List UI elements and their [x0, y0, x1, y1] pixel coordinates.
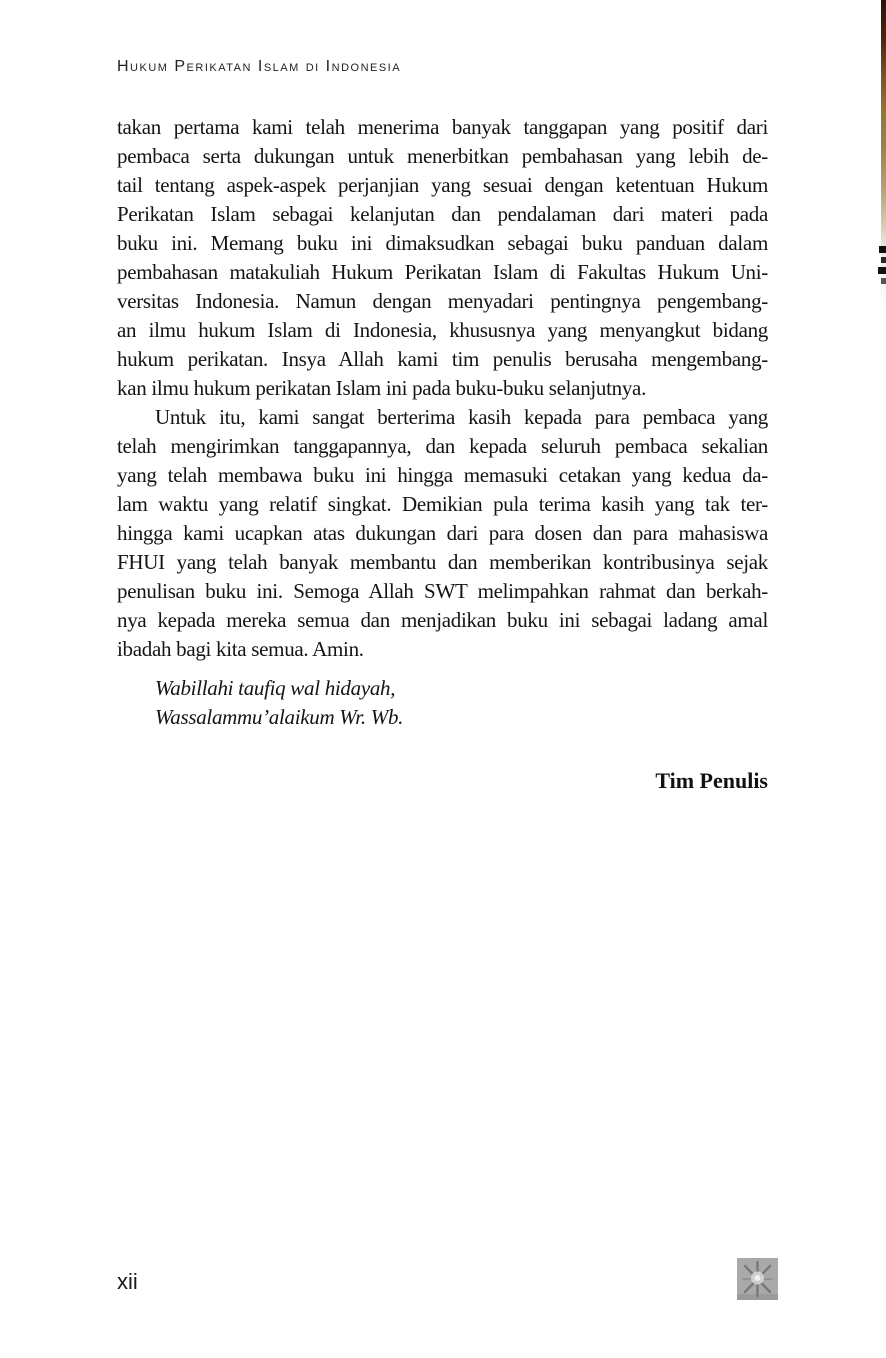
scan-edge-dash — [878, 267, 886, 274]
text-line: lam waktu yang relatif singkat. Demikian pula terima kasih yang tak ter- — [117, 492, 768, 516]
scan-edge-dash — [881, 278, 886, 284]
text-line: penulisan buku ini. Semoga Allah SWT melimpahkan rahmat dan berkah- — [117, 579, 768, 603]
text-line: pembahasan matakuliah Hukum Perikatan Islam di Fakultas Hukum Uni- — [117, 260, 768, 284]
text-line: ibadah bagi kita semua. Amin. — [117, 637, 364, 661]
text-line: takan pertama kami telah menerima banyak tanggapan yang positif dari — [117, 115, 768, 139]
text-line: nya kepada mereka semua dan menjadikan buku ini sebagai ladang amal — [117, 608, 768, 632]
text-line: hukum perikatan. Insya Allah kami tim penulis berusaha mengembang- — [117, 347, 768, 371]
closing-salutation — [117, 674, 768, 732]
text-line: Untuk itu, kami sangat berterima kasih kepada para pembaca yang — [155, 405, 768, 429]
text-line: telah mengirimkan tanggapannya, dan kepada seluruh pembaca sekalian — [117, 434, 768, 458]
scan-edge-dash — [881, 257, 886, 263]
paragraph-acknowledgement — [117, 403, 768, 664]
scan-edge-dash — [879, 246, 886, 253]
text-line: Perikatan Islam sebagai kelanjutan dan pendalaman dari materi pada — [117, 202, 768, 226]
text-line: FHUI yang telah banyak membantu dan memberikan kontribusinya sejak — [117, 550, 768, 574]
text-line: buku ini. Memang buku ini dimaksudkan sebagai buku panduan dalam — [117, 231, 768, 255]
text-line: pembaca serta dukungan untuk menerbitkan pembahasan yang lebih de- — [117, 144, 768, 168]
page-body — [117, 113, 768, 795]
text-line: Wabillahi taufiq wal hidayah, — [155, 676, 396, 700]
page-number: xii — [117, 1269, 138, 1294]
printer-mark-icon — [737, 1258, 778, 1300]
text-line: versitas Indonesia. Namun dengan menyadari pentingnya pengembang- — [117, 289, 768, 313]
text-line: Wassalammu’alaikum Wr. Wb. — [155, 705, 404, 729]
text-line: kan ilmu hukum perikatan Islam ini pada buku-buku selanjutnya. — [117, 376, 647, 400]
signature-author: Tim Penulis — [655, 768, 768, 793]
running-header: Hukum Perikatan Islam di Indonesia — [117, 58, 402, 75]
text-line: tail tentang aspek-aspek perjanjian yang sesuai dengan ketentuan Hukum — [117, 173, 768, 197]
text-line: hingga kami ucapkan atas dukungan dari para dosen dan para mahasiswa — [117, 521, 768, 545]
text-line: an ilmu hukum Islam di Indonesia, khususnya yang menyangkut bidang — [117, 318, 768, 342]
text-line: yang telah membawa buku ini hingga memasuki cetakan yang kedua da- — [117, 463, 768, 487]
paragraph-continuation — [117, 113, 768, 403]
